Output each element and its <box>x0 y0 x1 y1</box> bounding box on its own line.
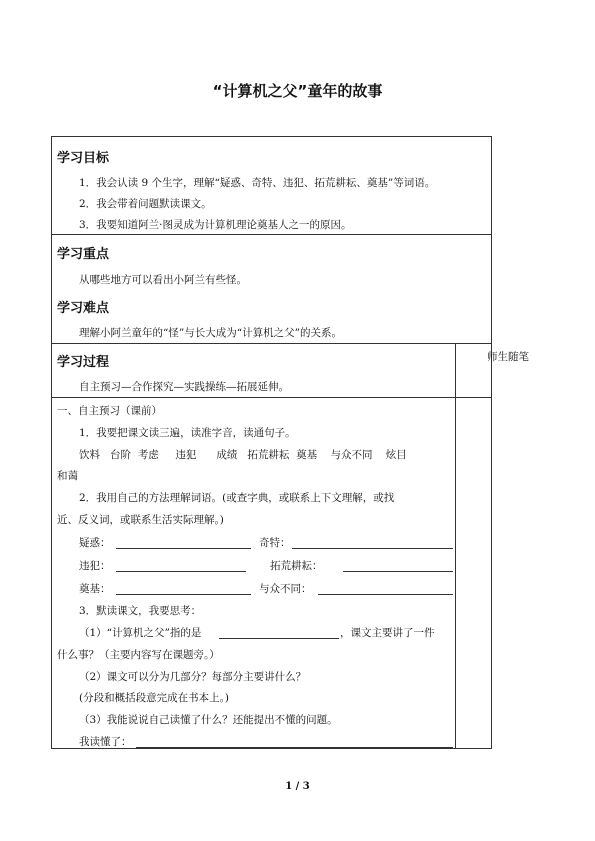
vocab-label-yihuo: 疑惑： <box>79 537 111 549</box>
difficulty-text: 理解小阿兰童年的“怪”与长大成为“计算机之父”的关系。 <box>79 327 342 339</box>
vocab-blank-yuzhong[interactable] <box>318 594 453 595</box>
words-line-1: 饮料 台阶 考虑 违犯 成绩 拓荒耕耘 奠基 与众不同 炫目 <box>79 449 407 461</box>
process-heading: 学习过程 <box>57 355 110 370</box>
vocab-label-tuohuang: 拓荒耕耘： <box>270 560 323 572</box>
vocab-label-dianji: 奠基： <box>79 583 111 595</box>
row-divider-process <box>51 397 492 398</box>
vocab-label-weifan: 违犯： <box>79 560 111 572</box>
vocab-label-yuzhong: 与众不同： <box>259 583 312 595</box>
vocab-blank-dianji[interactable] <box>116 594 251 595</box>
vocab-blank-weifan[interactable] <box>116 571 246 572</box>
focus-heading: 学习重点 <box>57 247 110 262</box>
goal-item-1: 1．我会认读 9 个生字，理解“疑惑、奇特、违犯、拓荒耕耘、奠基”等词语。 <box>79 177 436 189</box>
row-divider-focus <box>51 343 492 344</box>
page-number: 1 / 3 <box>285 781 310 792</box>
question-1-line-2: 什么事？（主要内容写在课题旁。） <box>57 649 220 661</box>
vocab-blank-tuohuang[interactable] <box>343 571 453 572</box>
notes-column-divider <box>455 343 456 749</box>
question-2-note: (分段和概括段意完成在书本上。) <box>79 692 229 704</box>
vocab-blank-qite[interactable] <box>292 548 453 549</box>
task-2-line-1: 2．我用自己的方法理解词语。(或查字典，或联系上下文理解，或找 <box>79 492 395 504</box>
goal-item-2: 2．我会带着问题默读课文。 <box>79 198 212 210</box>
question-2: （2）课文可以分为几部分？每部分主要讲什么？ <box>79 671 307 683</box>
focus-text: 从哪些地方可以看出小阿兰有些怪。 <box>79 274 247 286</box>
task-3: 3．默读课文，我要思考： <box>79 605 202 617</box>
vocab-blank-yihuo[interactable] <box>116 548 251 549</box>
goals-heading: 学习目标 <box>57 151 110 166</box>
notes-column-label: 师生随笔 <box>487 351 529 363</box>
preview-heading: 一、自主预习（课前） <box>57 405 162 417</box>
row-divider-goals <box>51 234 492 235</box>
understood-label: 我读懂了： <box>79 736 132 748</box>
question-1-prefix: （1）“计算机之父”指的是 <box>79 627 202 639</box>
task-2-line-2: 近、反义词，或联系生活实际理解。) <box>57 514 224 526</box>
words-line-2: 和蔼 <box>57 470 78 482</box>
question-1-blank[interactable] <box>219 638 339 639</box>
vocab-label-qite: 奇特： <box>259 537 291 549</box>
understood-blank[interactable] <box>136 747 453 748</box>
question-1-suffix: ，课文主要讲了一件 <box>340 627 435 639</box>
goal-item-3: 3．我要知道阿兰·图灵成为计算机理论奠基人之一的原因。 <box>79 219 352 231</box>
question-3: （3）我能说说自己读懂了什么？还能提出不懂的问题。 <box>79 714 338 726</box>
process-flow: 自主预习—合作探究—实践操练—拓展延伸。 <box>79 381 289 393</box>
document-title: “计算机之父”童年的故事 <box>212 82 383 100</box>
task-1: 1．我要把课文读三遍，读准字音，读通句子。 <box>79 427 296 439</box>
difficulty-heading: 学习难点 <box>57 301 110 316</box>
